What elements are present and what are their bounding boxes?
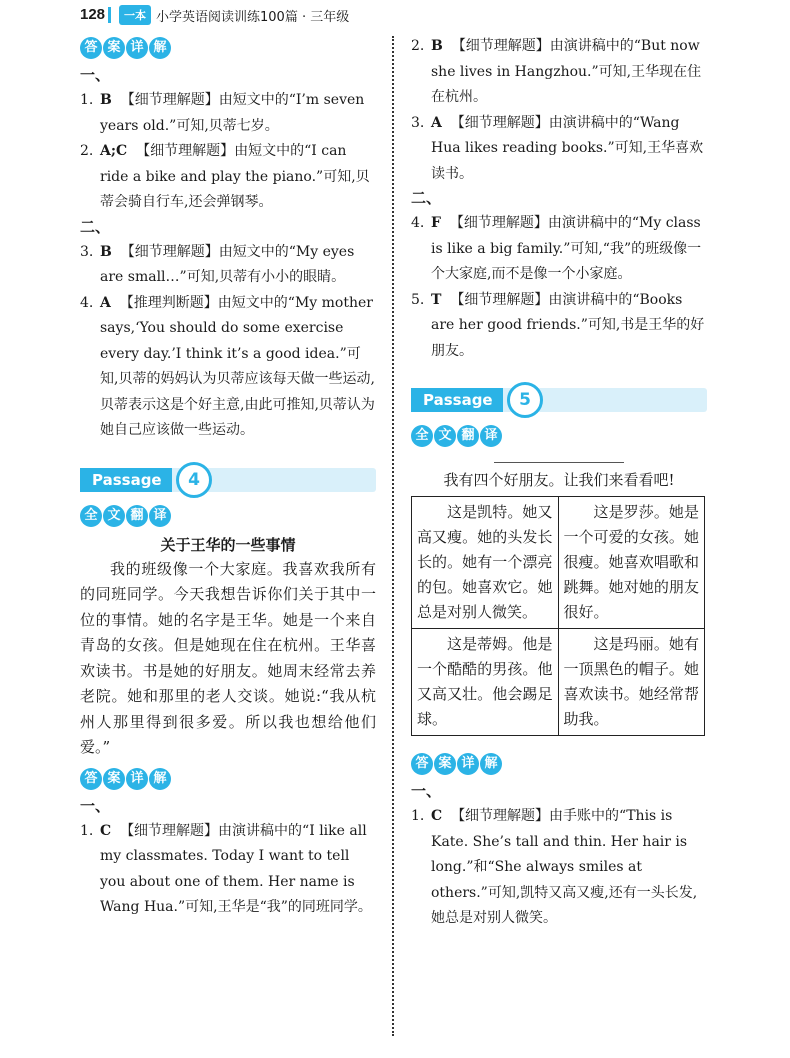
item-number: 3. (80, 243, 94, 260)
column-divider (392, 36, 394, 1036)
answer-letter: C (431, 808, 443, 824)
grid-cell: 这是玛丽。她有一顶黑色的帽子。她喜欢读书。她经常帮助我。 (558, 629, 705, 736)
friends-grid (411, 496, 705, 736)
passage-4-banner (80, 462, 376, 492)
answer-explanation: 【细节理解题】由短文中的“I’m seven years old.”可知,贝蒂七岁。 (100, 92, 365, 134)
badge-char: 案 (434, 753, 456, 775)
answer-explanation: 【细节理解题】由短文中的“I can ride a bike and play the piano.”可知,贝蒂会骑自行车,还会弹钢琴。 (100, 143, 370, 210)
passage-number: 4 (176, 462, 212, 498)
badge-char: 译 (480, 425, 502, 447)
passage-5-banner (411, 382, 707, 412)
answer-item (411, 288, 707, 365)
section-heading: 一、 (80, 66, 111, 84)
brand-logo: 一本 (119, 5, 151, 25)
answer-letter: B (100, 243, 112, 260)
translation-badge (80, 504, 172, 528)
answer-item (411, 804, 707, 932)
answer-letter: F (431, 215, 441, 231)
badge-char: 译 (149, 505, 171, 527)
section-heading: 二、 (411, 189, 442, 207)
badge-char: 答 (80, 37, 102, 59)
answer-explanation: 【细节理解题】由手账中的“This is Kate. She’s tall and thin. Her hair is long.”和“She always smiles at others.”可知,凯特又高又瘦,还有一头长发,她总是对别人微笑。 (431, 808, 698, 926)
badge-char: 答 (80, 768, 102, 790)
answers-badge (411, 752, 503, 776)
answer-explanation: 【细节理解题】由演讲稿中的“My class is like a big family.”可知,“我”的班级像一个大家庭,而不是像一个小家庭。 (431, 215, 702, 282)
note-rule (494, 462, 624, 463)
book-title: 小学英语阅读训练100篇 · 三年级 (156, 10, 350, 25)
passage-label: Passage (80, 468, 172, 492)
item-number: 1. (80, 92, 94, 108)
answer-letter: A (431, 114, 442, 131)
item-number: 2. (411, 38, 425, 54)
answer-item (411, 111, 707, 188)
page-header (0, 0, 790, 28)
passage-number: 5 (507, 382, 543, 418)
answer-item (411, 211, 707, 288)
note-intro: 我有四个好朋友。让我们来看看吧! (443, 471, 675, 489)
badge-char: 解 (480, 753, 502, 775)
translation-body: 我的班级像一个大家庭。我喜欢我所有的同班同学。今天我想告诉你们关于其中一位的事情。她的名字是王华。她是一个来自青岛的女孩。但是她现在住在杭州。王华喜欢读书。书是她的好朋友。她周末经常去养老院。她和那里的老人交谈。她说:“我从杭州人那里得到很多爱。所以我也想给他们爱。” (80, 559, 376, 756)
answer-item (80, 291, 376, 444)
answer-letter: B (431, 38, 443, 54)
badge-char: 案 (103, 37, 125, 59)
item-number: 1. (411, 808, 425, 824)
section-heading: 一、 (80, 796, 111, 815)
item-number: 4. (80, 294, 94, 311)
badge-char: 解 (149, 768, 171, 790)
page-number: 128 (80, 6, 106, 23)
badge-char: 解 (149, 37, 171, 59)
badge-char: 翻 (457, 425, 479, 447)
grid-cell: 这是蒂姆。他是一个酷酷的男孩。他又高又壮。他会踢足球。 (412, 629, 559, 736)
answers-badge (80, 36, 172, 60)
item-number: 4. (411, 215, 425, 231)
answer-item (411, 34, 707, 111)
answer-item (80, 240, 376, 291)
badge-char: 翻 (126, 505, 148, 527)
answer-explanation: 【细节理解题】由演讲稿中的“Wang Hua likes reading books.”可知,王华喜欢读书。 (431, 114, 704, 182)
translation-badge (411, 424, 503, 448)
item-number: 1. (80, 822, 94, 839)
answer-letter: T (431, 291, 442, 308)
answer-explanation: 【细节理解题】由演讲稿中的“But now she lives in Hangzhou.”可知,王华现在住在杭州。 (431, 38, 702, 105)
answer-explanation: 【细节理解题】由演讲稿中的“I like all my classmates. Today I want to tell you about one of them. Her name is Wang Hua.”可知,王华是“我”的同班同学。 (100, 822, 372, 915)
answers-badge (80, 767, 172, 791)
grid-cell: 这是罗莎。她是一个可爱的女孩。她很瘦。她喜欢唱歌和跳舞。她对她的朋友很好。 (558, 497, 705, 629)
answer-explanation: 【细节理解题】由短文中的“My eyes are small…”可知,贝蒂有小小的眼睛。 (100, 243, 355, 285)
answer-item (80, 819, 376, 921)
answer-explanation: 【细节理解题】由演讲稿中的“Books are her good friends.”可知,书是王华的好朋友。 (431, 291, 705, 359)
translation-title: 关于王华的一些事情 (160, 535, 296, 554)
answer-letter: C (100, 822, 112, 839)
badge-char: 答 (411, 753, 433, 775)
grid-cell: 这是凯特。她又高又瘦。她的头发长长的。她有一个漂亮的包。她喜欢它。她总是对别人微笑。 (412, 497, 559, 629)
answer-explanation: 【推理判断题】由短文中的“My mother says,‘You should do some exercise every day.’I think it’s a good idea.”可知,贝蒂的妈妈认为贝蒂应该每天做一些运动,贝蒂表示这是个好主意,由此可推知,贝蒂认为她自己应该做一些运动。 (100, 294, 375, 438)
answer-letter: A (100, 294, 111, 311)
left-column (80, 34, 376, 921)
badge-char: 详 (126, 37, 148, 59)
item-number: 2. (80, 143, 94, 159)
badge-char: 详 (457, 753, 479, 775)
answer-letter: B (100, 92, 112, 108)
item-number: 3. (411, 114, 425, 131)
section-heading: 一、 (411, 782, 442, 800)
answer-letter: A;C (100, 143, 128, 159)
badge-char: 文 (434, 425, 456, 447)
badge-char: 详 (126, 768, 148, 790)
passage-label: Passage (411, 388, 503, 412)
answer-item (80, 139, 376, 216)
badge-char: 文 (103, 505, 125, 527)
badge-char: 案 (103, 768, 125, 790)
right-column (411, 34, 707, 932)
header-divider (108, 7, 111, 23)
item-number: 5. (411, 291, 425, 308)
section-heading: 二、 (80, 217, 111, 236)
badge-char: 全 (411, 425, 433, 447)
badge-char: 全 (80, 505, 102, 527)
answer-item (80, 88, 376, 139)
